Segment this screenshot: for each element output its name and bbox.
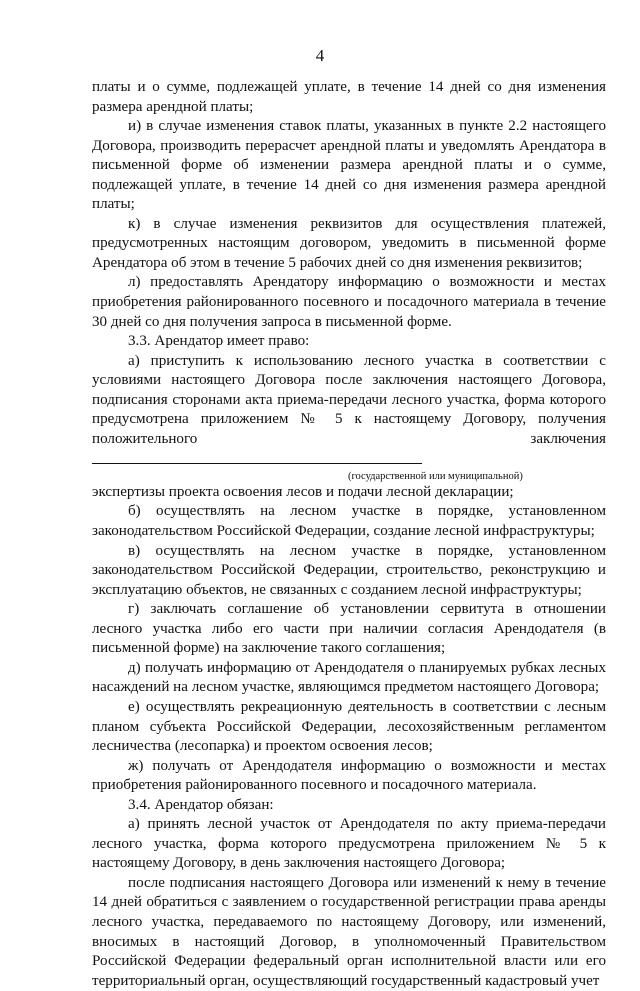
paragraph-k: к) в случае изменения реквизитов для осуществления платежей, предусмотренных настоящим договором, уведомить в письменной форме Арендатора об этом в течение 5 рабочих дней со дня изменения реквизитов; xyxy=(92,215,606,271)
section-3-4-heading: 3.4. Арендатор обязан: xyxy=(128,796,274,813)
fill-line-caption: (государственной или муниципальной) xyxy=(348,470,523,482)
paragraph-l: л) предоставлять Арендатору информацию о возможности и местах приобретения районированного посевного и посадочного материала в течение 30 дней со дня получения запроса в письменной форме. xyxy=(92,274,606,330)
paragraph-3-3-a-text: а) приступить к использованию лесного участка в соответствии с условиями настоящего Договора после заключения настоящего Договора, подписания сторонами акта приема-передачи лесного участка, форма которого предусмотрена приложением № 5 к настоящему Договору, получения положительного заключения xyxy=(92,352,606,447)
paragraph-3-3-g: г) заключать соглашение об установлении сервитута в отношении лесного участка либо его части при наличии согласия Арендодателя (в письменной форме) на заключение такого соглашения; xyxy=(92,601,606,657)
paragraph-3-3-d: д) получать информацию от Арендодателя о планируемых рубках лесных насаждений на лесном участке, являющимся предметом настоящего Договора; xyxy=(92,659,606,696)
paragraph-3-3-a xyxy=(92,352,606,471)
blank-fill-line xyxy=(92,449,422,464)
contract-text xyxy=(92,78,606,991)
paragraph-continuation: платы и о сумме, подлежащей уплате, в течение 14 дней со дня изменения размера арендной платы; xyxy=(92,79,606,115)
paragraph-3-4-registration: после подписания настоящего Договора или изменений к нему в течение 14 дней обратиться с заявлением о государственной регистрации права аренды лесного участка, передаваемого по настоящему Договору, или изменений, вносимых в настоящий Договор, в уполномоченный Правительством Российской Федерации федеральный орган исполнительной власти или его территориальный орган, осуществляющий государственный кадастровый учет xyxy=(92,874,606,989)
page-number: 4 xyxy=(315,46,325,65)
paragraph-3-3-v: в) осуществлять на лесном участке в порядке, установленном законодательством Российской Федерации, строительство, реконструкцию и эксплуатацию объектов, не связанных с созданием лесной инфраструктуры; xyxy=(92,542,606,598)
paragraph-3-3-a-end: экспертизы проекта освоения лесов и подачи лесной декларации; xyxy=(92,483,514,500)
section-3-3-heading: 3.3. Арендатор имеет право: xyxy=(128,333,310,350)
paragraph-3-4-a: а) принять лесной участок от Арендодателя по акту приема-передачи лесного участка, форма которого предусмотрена приложением № 5 к настоящему Договору, в день заключения настоящего Договора; xyxy=(92,816,606,872)
paragraph-3-3-zh: ж) получать от Арендодателя информацию о возможности и местах приобретения районированного посевного и посадочного материала. xyxy=(92,757,606,794)
paragraph-i: и) в случае изменения ставок платы, указанных в пункте 2.2 настоящего Договора, производить перерасчет арендной платы и уведомлять Арендатора в письменной форме об изменении размера арендной платы и о сумме, подлежащей уплате, в течение 14 дней со дня изменения размера арендной платы; xyxy=(92,118,606,213)
paragraph-3-3-e: е) осуществлять рекреационную деятельность в соответствии с лесным планом субъекта Российской Федерации, лесохозяйственным регламентом лесничества (лесопарка) и проектом освоения лесов; xyxy=(92,698,606,755)
paragraph-3-3-b: б) осуществлять на лесном участке в порядке, установленном законодательством Российской Федерации, создание лесной инфраструктуры; xyxy=(92,503,606,540)
